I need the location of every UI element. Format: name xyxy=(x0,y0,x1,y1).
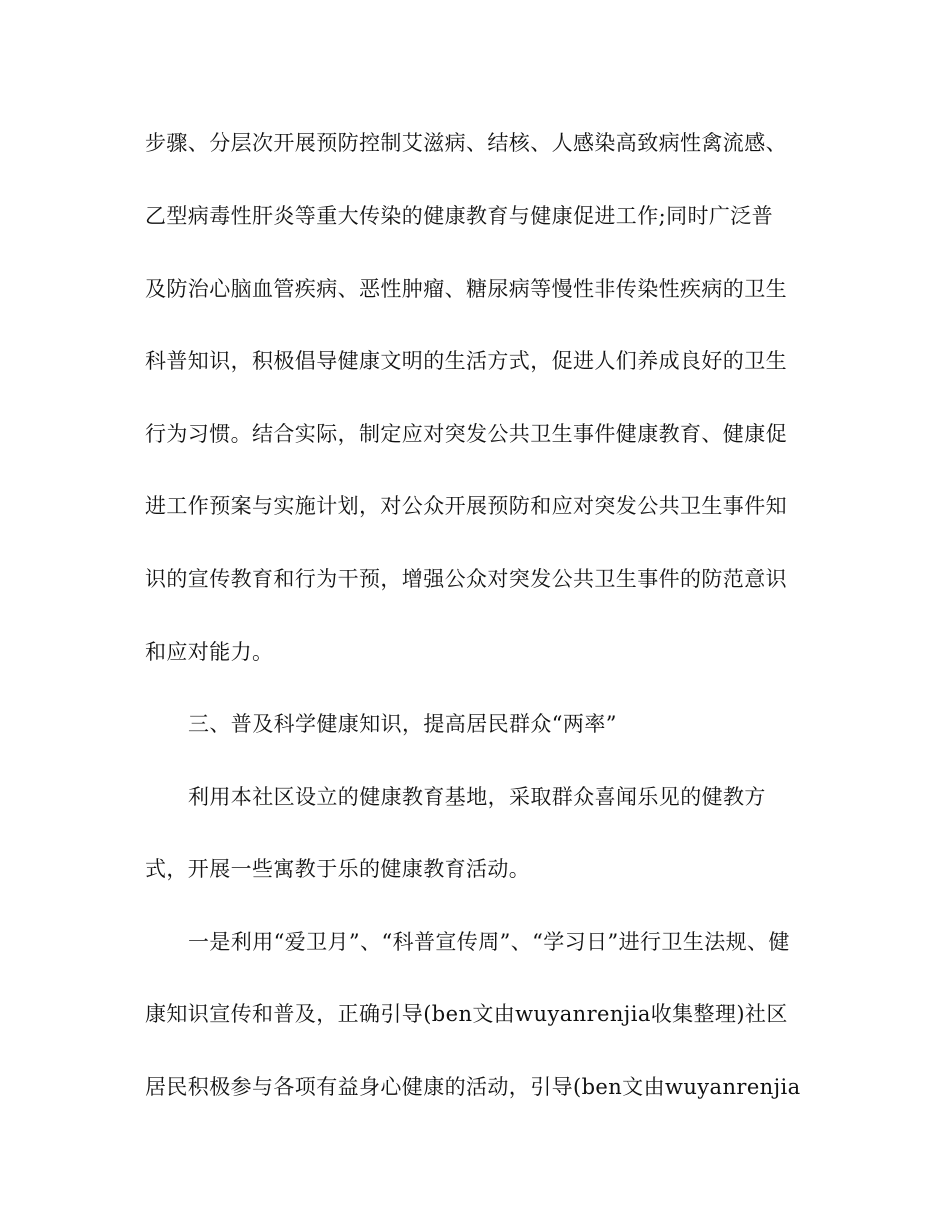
text-line: 科普知识，积极倡导健康文明的生活方式，促进人们养成良好的卫生 xyxy=(145,349,787,373)
text-line: 行为习惯。结合实际，制定应对突发公共卫生事件健康教育、健康促 xyxy=(145,422,787,446)
text-line: 乙型病毒性肝炎等重大传染的健康教育与健康促进工作;同时广泛普 xyxy=(145,204,774,228)
text-line: 和应对能力。 xyxy=(145,640,274,664)
text-line: 步骤、分层次开展预防控制艾滋病、结核、人感染高致病性禽流感、 xyxy=(145,131,787,155)
paragraph-first-line: 利用本社区设立的健康教育基地，采取群众喜闻乐见的健教方 xyxy=(188,785,766,809)
text-line: 进工作预案与实施计划，对公众开展预防和应对突发公共卫生事件知 xyxy=(145,494,787,518)
text-line: 识的宣传教育和行为干预，增强公众对突发公共卫生事件的防范意识 xyxy=(145,567,787,591)
text-line: 及防治心脑血管疾病、恶性肿瘤、糖尿病等慢性非传染性疾病的卫生 xyxy=(145,277,787,301)
text-line: 式，开展一些寓教于乐的健康教育活动。 xyxy=(145,857,531,881)
section-heading: 三、普及科学健康知识，提高居民群众“两率” xyxy=(188,712,617,736)
text-line: 居民积极参与各项有益身心健康的活动，引导(ben文由wuyanrenjia xyxy=(145,1075,801,1099)
paragraph-first-line: 一是利用“爱卫月”、“科普宣传周”、“学习日”进行卫生法规、健 xyxy=(188,930,790,954)
text-line: 康知识宣传和普及，正确引导(ben文由wuyanrenjia收集整理)社区 xyxy=(145,1002,788,1026)
